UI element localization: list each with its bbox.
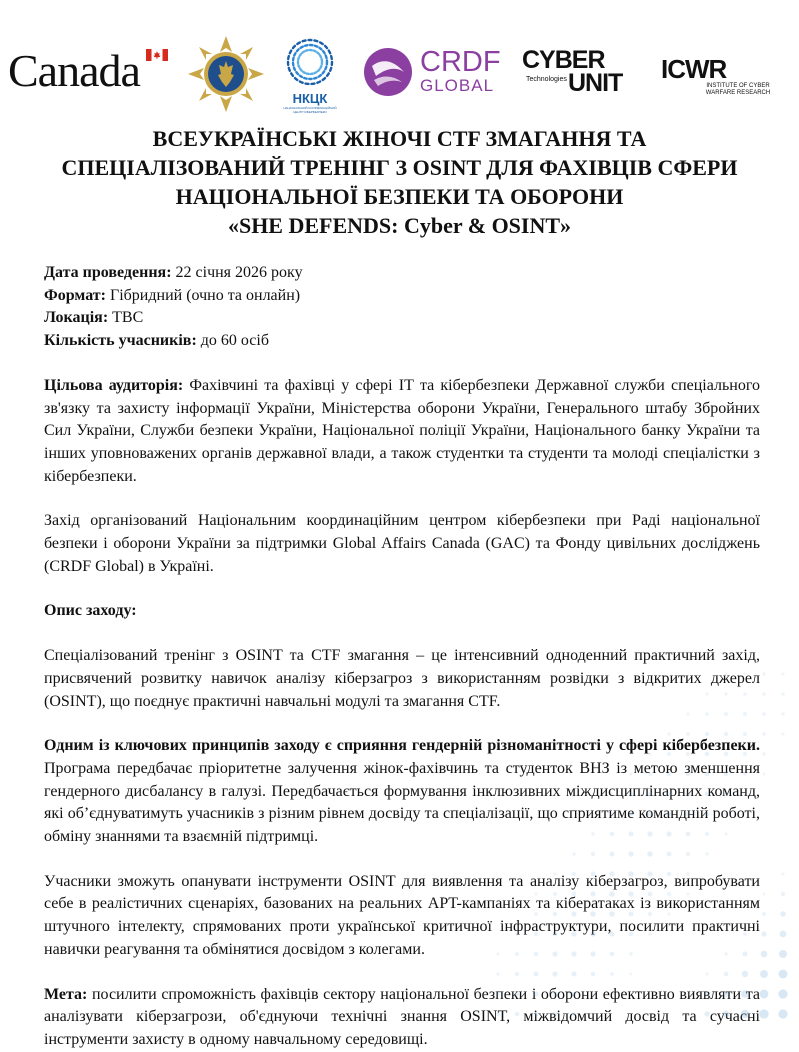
decorative-dot [760, 970, 768, 978]
canada-flag-icon [146, 49, 168, 61]
decorative-dot [781, 712, 784, 715]
decorative-dot [779, 970, 788, 979]
audience-text: Фахівчині та фахівці у сфері ІТ та кібербезпеки Державної служби спеціального зв'язку та захисту інформації України, Міністерства оборони України, Генерального штабу Збройних Сил України, Служби безпеки України, Національної поліції України, Національного банку України та інших уповноважених органів державної влади, а також студентки та студенти та молоді спеціалістки з кібербезпеки. [44, 376, 760, 485]
decorative-dot [762, 772, 765, 775]
decorative-dot [781, 692, 784, 695]
canada-wordmark: Canada [8, 45, 140, 96]
crdf-global-logo [362, 46, 502, 98]
audience-label: Цільова аудиторія: [44, 376, 184, 394]
decorative-dot [762, 912, 766, 916]
decorative-dot [761, 951, 768, 958]
title-line: «SHE DEFENDS: Cyber & OSINT» [227, 213, 572, 238]
decorative-dot [778, 989, 787, 998]
decorative-dot [780, 911, 786, 917]
goal-paragraph [44, 984, 760, 1052]
nkck-ring-icon [282, 34, 338, 90]
principle-bold: Одним із ключових принципів заходу є сприяння гендерній різноманітності у сфері кібербезпеки. [44, 737, 760, 755]
principle-paragraph [44, 735, 760, 849]
decorative-dot [762, 672, 765, 675]
decorative-dot [760, 990, 769, 999]
decorative-dot [780, 931, 787, 938]
meta-label: Кількість учасників: [44, 332, 197, 350]
decorative-dot [781, 872, 784, 875]
title-line: ВСЕУКРАЇНСЬКІ ЖІНОЧІ CTF ЗМАГАННЯ ТА [152, 126, 647, 151]
decorative-dot [761, 931, 766, 936]
nkck-logo [282, 34, 338, 114]
decorative-dot [762, 732, 766, 736]
nkck-subtitle: НАЦІОНАЛЬНИЙ КООРДИНАЦІЙНИЙ ЦЕНТР КІБЕРБЕЗПЕКИ [283, 106, 337, 114]
decorative-dot [781, 672, 784, 675]
decorative-dot [778, 1009, 787, 1018]
cyber-technologies-label: Technologies [526, 76, 567, 83]
icwr-wordmark: ICWR [661, 54, 727, 84]
meta-date [44, 262, 760, 285]
decorative-dot [762, 692, 766, 696]
meta-format [44, 285, 760, 308]
meta-value: Гібридний (очно та онлайн) [105, 286, 301, 304]
decorative-dot [759, 1009, 768, 1018]
decorative-dot [781, 732, 784, 735]
cyber-wordmark: CYBER [522, 46, 605, 74]
organizer-paragraph: Захід організований Національним координаційним центром кібербезпеки при Раді національної безпеки і оборони України за підтримки Global Affairs Canada (GAC) та Фонду цивільних досліджень (CRDF Global) в Україні. [44, 512, 760, 575]
icwr-logo [661, 56, 779, 96]
meta-label: Формат: [44, 286, 106, 304]
meta-label: Дата проведення: [44, 264, 172, 281]
description-heading [44, 600, 760, 623]
meta-value: TBC [108, 309, 144, 327]
meta-participants [44, 330, 760, 353]
description-paragraph: Спеціалізований тренінг з OSINT та CTF змагання – це інтенсивний одноденний практичний захід, присвячений розвитку навичок аналізу кіберзагроз з використанням розвідки з відкритих джерел (OSINT), що поєднує практичні навчальні модулі та змагання CTF. [44, 647, 760, 710]
participants-paragraph: Учасники зможуть опанувати інструменти OSINT для виявлення та аналізу кіберзагроз, випробувати себе в реалістичних сценаріях, базованих на реальних APT-кампаніях та кібератаках із використанням штучного інтелекту, спрямованих проти української критичної інфраструктури, посилити практичні навички реагування та обмінятися досвідом з колегами. [44, 872, 760, 958]
goal-text: посилити спроможність фахівців сектору національної безпеки і оборони ефективно виявляти та аналізувати кіберзагрози, об'єднуючи технічні знання OSINT, міжвідомчий досвід та сучасні інструменти захисту в одному навчальному середовищі. [44, 985, 760, 1048]
crdf-subtitle: GLOBAL [420, 76, 495, 95]
decorative-dot [762, 892, 765, 895]
decorative-dot [781, 892, 785, 896]
title-line: СПЕЦІАЛІЗОВАНИЙ ТРЕНІНГ З OSINT ДЛЯ ФАХІВЦІВ СФЕРИ [61, 155, 738, 180]
description-heading-text: Опис заходу: [44, 602, 137, 620]
icwr-subtitle: INSTITUTE OF CYBER WARFARE RESEARCH [705, 83, 771, 96]
audience-paragraph [44, 375, 760, 489]
meta-label: Локація: [44, 309, 109, 327]
logo-bar [0, 0, 799, 118]
decorative-dot [762, 712, 766, 716]
title-line: НАЦІОНАЛЬНОЇ БЕЗПЕКИ ТА ОБОРОНИ [175, 184, 624, 209]
cyber-unit-logo [522, 48, 647, 98]
rnbo-emblem-icon [186, 34, 266, 114]
crdf-wordmark: CRDF [420, 46, 501, 78]
meta-value: до 60 осіб [196, 332, 269, 350]
nkck-label: НКЦК [292, 91, 328, 106]
meta-location [44, 307, 760, 330]
document-body [44, 262, 760, 1052]
crdf-circle-icon [362, 46, 414, 98]
goal-label: Мета: [44, 985, 88, 1003]
meta-value: 22 січня 2026 року [171, 264, 303, 281]
unit-wordmark: UNIT [568, 69, 623, 97]
page-title [0, 124, 799, 240]
principle-text: Програма передбачає пріоритетне залучення жінок-фахівчинь та студенток ВНЗ із метою зменшення гендерного дисбалансу в галузі. Передбачається формування інклюзивних міждисциплінарних команд, які об’єднуватимуть учасників з різним рівнем досвіду та спеціалізації, що сприятиме командній роботі, обміну знаннями та взаємній підтримці. [44, 759, 760, 846]
decorative-dot [762, 752, 765, 755]
decorative-dot [779, 950, 787, 958]
